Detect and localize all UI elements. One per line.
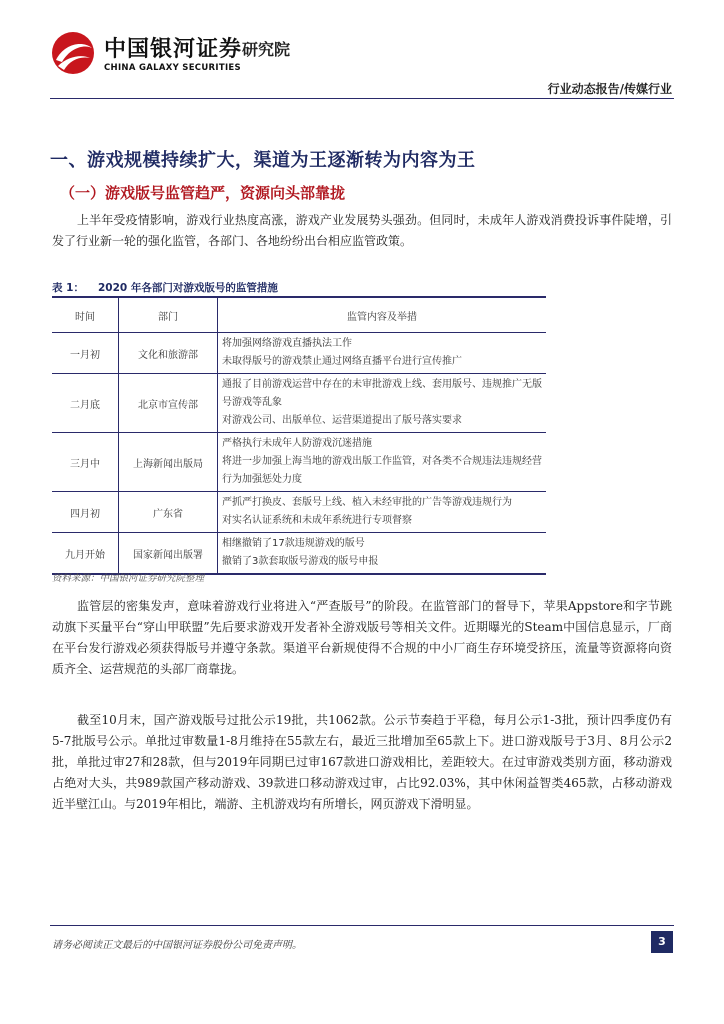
- header-divider: [50, 98, 674, 99]
- logo-institute-name: 研究院: [242, 40, 291, 59]
- table-caption-number: 表 1：: [52, 282, 84, 294]
- cell-measures: [218, 433, 547, 492]
- report-type-label: 行业动态报告/传媒行业: [547, 82, 672, 96]
- column-header-time: 时间: [52, 297, 119, 333]
- cell-department: 国家新闻出版署: [119, 533, 218, 575]
- measure-item: 严格执行未成年人防游戏沉迷措施: [222, 438, 372, 449]
- column-header-department: 部门: [119, 297, 218, 333]
- cell-time: 九月开始: [52, 533, 119, 575]
- column-header-measures: 监管内容及举措: [218, 297, 547, 333]
- table-row: [52, 333, 546, 374]
- measure-item: 对游戏公司、出版单位、运营渠道提出了版号落实要求: [222, 415, 462, 426]
- table-caption-title: 2020 年各部门对游戏版号的监管措施: [97, 282, 278, 294]
- cell-time: 四月初: [52, 492, 119, 533]
- table-source-note: 资料来源：中国银河证券研究院整理: [52, 573, 205, 584]
- measure-item: 将进一步加强上海当地的游戏出版工作监管，对各类不合规违法违规经营行为加强惩处力度: [222, 456, 542, 485]
- cell-time: 三月中: [52, 433, 119, 492]
- footer-divider: [50, 925, 674, 926]
- table-header-row: [52, 297, 546, 333]
- logo-english-name: CHINA GALAXY SECURITIES: [104, 63, 241, 73]
- measure-item: 严抓严打换皮、套版号上线、植入未经审批的广告等游戏违规行为: [222, 497, 512, 508]
- page-number: 3: [651, 931, 673, 953]
- body-paragraph: 监管层的密集发声，意味着游戏行业将进入“严查版号”的阶段。在监管部门的督导下，苹果Appstore和字节跳动旗下买量平台“穿山甲联盟”先后要求游戏开发者补全游戏版号等相关文件。近期曝光的Steam中国信息显示，厂商在平台发行游戏必须获得版号并遵守条款。渠道平台新规使得不合规的中小厂商生存环境受挤压，流量等资源将向资质齐全、运营规范的头部厂商靠拢。: [52, 599, 672, 676]
- disclaimer-note: 请务必阅读正文最后的中国银河证券股份公司免责声明。: [52, 940, 302, 951]
- cell-measures: [218, 333, 547, 374]
- measure-item: 撤销了3款套取版号游戏的版号申报: [222, 556, 379, 567]
- measure-item: 相继撤销了17款违规游戏的版号: [222, 538, 365, 549]
- cell-time: 二月底: [52, 374, 119, 433]
- measure-item: 将加强网络游戏直播执法工作: [222, 338, 352, 349]
- table-row: [52, 492, 546, 533]
- table-row: [52, 433, 546, 492]
- subsection-heading: （一）游戏版号监管趋严，资源向头部靠拢: [60, 184, 346, 202]
- measure-item: 通报了目前游戏运营中存在的未审批游戏上线、套用版号、违规推广无版号游戏等乱象: [222, 379, 542, 408]
- report-header: [0, 0, 724, 105]
- body-paragraph: 上半年受疫情影响，游戏行业热度高涨，游戏产业发展势头强劲。但同时，未成年人游戏消费投诉事件陡增，引发了行业新一轮的强化监管，各部门、各地纷纷出台相应监管政策。: [52, 213, 672, 248]
- table-row: [52, 533, 546, 575]
- cell-department: 文化和旅游部: [119, 333, 218, 374]
- cell-measures: [218, 492, 547, 533]
- logo-company-name: 中国银河证券: [104, 37, 243, 62]
- cell-department: 北京市宣传部: [119, 374, 218, 433]
- cell-measures: [218, 374, 547, 433]
- regulation-table: [52, 296, 546, 575]
- measure-item: 对实名认证系统和未成年系统进行专项督察: [222, 515, 412, 526]
- table-row: [52, 374, 546, 433]
- cell-time: 一月初: [52, 333, 119, 374]
- cell-department: 上海新闻出版局: [119, 433, 218, 492]
- company-logo: [50, 30, 300, 80]
- cell-measures: [218, 533, 547, 575]
- body-paragraph: 截至10月末，国产游戏版号过批公示19批，共1062款。公示节奏趋于平稳，每月公示1-3批，预计四季度仍有5-7批版号公示。单批过审数量1-8月维持在55款左右，最近三批增加至65款上下。进口游戏版号于3月、8月公示2批，单批过审27和28款，但与2019年同期已过审167款进口游戏相比，差距较大。在过审游戏类别方面，移动游戏占绝对大头，共989款国产移动游戏、39款进口移动游戏过审，占比92.03%，其中休闲益智类465款，占移动游戏近半壁江山。与2019年相比，端游、主机游戏均有所增长，网页游戏下滑明显。: [52, 713, 672, 811]
- table-caption: [52, 280, 278, 295]
- cell-department: 广东省: [119, 492, 218, 533]
- measure-item: 未取得版号的游戏禁止通过网络直播平台进行宣传推广: [222, 356, 462, 367]
- section-heading: 一、游戏规模持续扩大，渠道为王逐渐转为内容为王: [50, 150, 476, 171]
- galaxy-logo-icon: [50, 30, 96, 76]
